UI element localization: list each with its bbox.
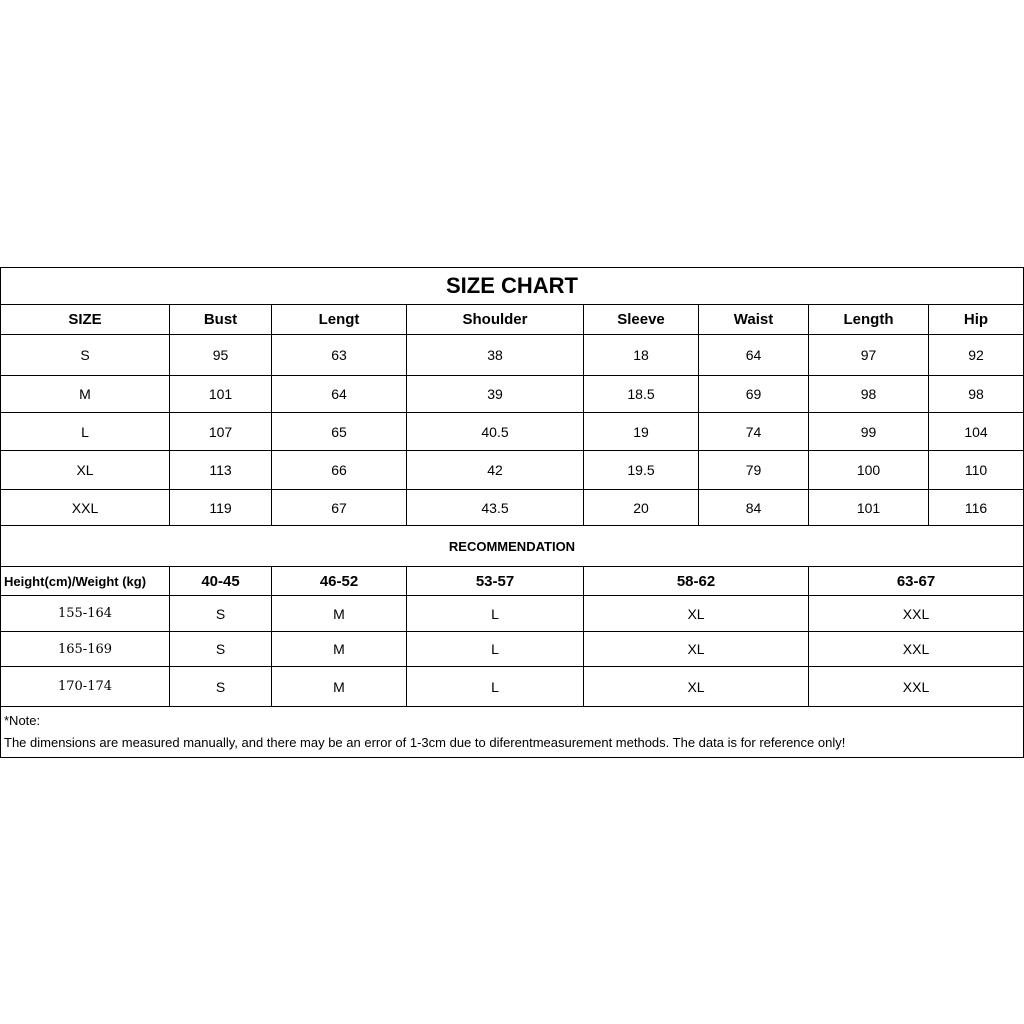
- shoulder-cell: 38: [407, 335, 584, 376]
- size-cell: XXL: [1, 490, 170, 526]
- note-text: The dimensions are measured manually, and there may be an error of 1-3cm due to diferentmeasurement methods. The data is for reference only!: [4, 735, 846, 750]
- lengt-cell: 65: [272, 413, 407, 451]
- rec-size-cell: L: [407, 596, 584, 632]
- header-height-weight: Height(cm)/Weight (kg): [1, 567, 170, 596]
- header-weight-58-62: 58-62: [584, 567, 809, 596]
- rec-size-cell: M: [272, 596, 407, 632]
- rec-size-cell: S: [170, 596, 272, 632]
- hip-cell: 92: [929, 335, 1023, 376]
- length-cell: 100: [809, 451, 929, 490]
- lengt-cell: 67: [272, 490, 407, 526]
- recommendation-title: RECOMMENDATION: [1, 526, 1023, 567]
- waist-cell: 79: [699, 451, 809, 490]
- rec-size-cell: S: [170, 667, 272, 707]
- length-cell: 99: [809, 413, 929, 451]
- height-cell: 155-164: [1, 596, 170, 632]
- header-waist: Waist: [699, 305, 809, 335]
- rec-size-cell: XL: [584, 596, 809, 632]
- size-cell: L: [1, 413, 170, 451]
- header-weight-53-57: 53-57: [407, 567, 584, 596]
- rec-size-cell: L: [407, 667, 584, 707]
- header-weight-46-52: 46-52: [272, 567, 407, 596]
- chart-title: SIZE CHART: [1, 268, 1023, 305]
- header-shoulder: Shoulder: [407, 305, 584, 335]
- size-cell: XL: [1, 451, 170, 490]
- shoulder-cell: 42: [407, 451, 584, 490]
- header-hip: Hip: [929, 305, 1023, 335]
- shoulder-cell: 39: [407, 376, 584, 413]
- rec-size-cell: XL: [584, 667, 809, 707]
- shoulder-cell: 40.5: [407, 413, 584, 451]
- rec-size-cell: XXL: [809, 632, 1023, 667]
- hip-cell: 104: [929, 413, 1023, 451]
- header-sleeve: Sleeve: [584, 305, 699, 335]
- sleeve-cell: 18.5: [584, 376, 699, 413]
- size-cell: M: [1, 376, 170, 413]
- hip-cell: 110: [929, 451, 1023, 490]
- sleeve-cell: 19: [584, 413, 699, 451]
- height-cell: 170-174: [1, 667, 170, 707]
- shoulder-cell: 43.5: [407, 490, 584, 526]
- size-cell: S: [1, 335, 170, 376]
- note-label: *Note:: [4, 713, 41, 728]
- lengt-cell: 64: [272, 376, 407, 413]
- waist-cell: 84: [699, 490, 809, 526]
- sleeve-cell: 20: [584, 490, 699, 526]
- header-weight-40-45: 40-45: [170, 567, 272, 596]
- bust-cell: 107: [170, 413, 272, 451]
- height-cell: 165-169: [1, 632, 170, 667]
- lengt-cell: 66: [272, 451, 407, 490]
- header-weight-63-67: 63-67: [809, 567, 1023, 596]
- header-lengt: Lengt: [272, 305, 407, 335]
- rec-size-cell: S: [170, 632, 272, 667]
- waist-cell: 64: [699, 335, 809, 376]
- bust-cell: 113: [170, 451, 272, 490]
- length-cell: 98: [809, 376, 929, 413]
- rec-size-cell: XL: [584, 632, 809, 667]
- size-chart-table: [0, 267, 1024, 758]
- hip-cell: 116: [929, 490, 1023, 526]
- bust-cell: 101: [170, 376, 272, 413]
- lengt-cell: 63: [272, 335, 407, 376]
- sleeve-cell: 19.5: [584, 451, 699, 490]
- rec-size-cell: XXL: [809, 667, 1023, 707]
- hip-cell: 98: [929, 376, 1023, 413]
- waist-cell: 69: [699, 376, 809, 413]
- bust-cell: 95: [170, 335, 272, 376]
- sleeve-cell: 18: [584, 335, 699, 376]
- length-cell: 101: [809, 490, 929, 526]
- length-cell: 97: [809, 335, 929, 376]
- bust-cell: 119: [170, 490, 272, 526]
- rec-size-cell: M: [272, 632, 407, 667]
- header-size: SIZE: [1, 305, 170, 335]
- waist-cell: 74: [699, 413, 809, 451]
- header-length: Length: [809, 305, 929, 335]
- header-bust: Bust: [170, 305, 272, 335]
- rec-size-cell: XXL: [809, 596, 1023, 632]
- rec-size-cell: L: [407, 632, 584, 667]
- rec-size-cell: M: [272, 667, 407, 707]
